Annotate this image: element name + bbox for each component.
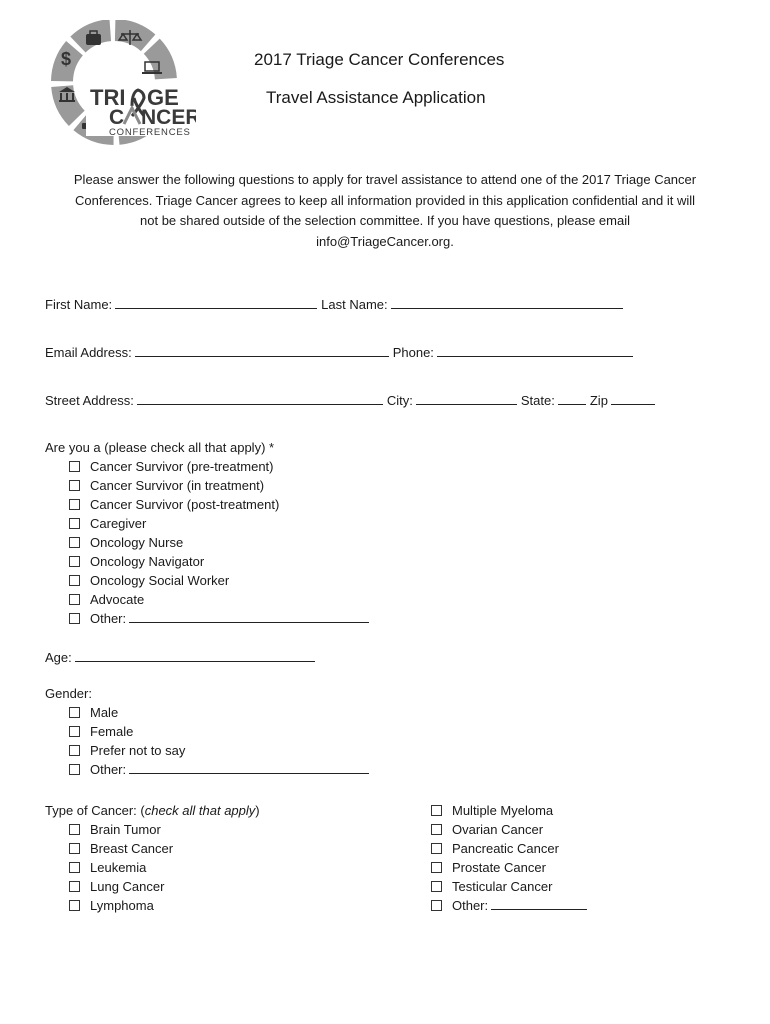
gender-option[interactable] — [45, 703, 373, 722]
option-label: Other: — [452, 898, 489, 913]
cancer-option[interactable] — [45, 896, 260, 915]
phone-field[interactable] — [437, 343, 633, 357]
role-option[interactable] — [45, 476, 373, 495]
logo — [46, 20, 196, 145]
gender-other-field[interactable] — [129, 760, 369, 774]
cancer-option[interactable] — [431, 801, 591, 820]
role-option[interactable] — [45, 514, 373, 533]
checkbox[interactable] — [69, 862, 80, 873]
name-row — [45, 295, 627, 314]
question-suffix: ) — [255, 803, 260, 818]
option-label: Lymphoma — [90, 898, 154, 913]
cancer-option[interactable] — [431, 858, 591, 877]
role-option-other[interactable] — [45, 609, 373, 628]
last-name-label: Last Name: — [321, 297, 388, 312]
role-other-field[interactable] — [129, 609, 369, 623]
page-title: 2017 Triage Cancer Conferences — [254, 50, 505, 69]
logo-word-conferences: CONFERENCES — [109, 127, 191, 138]
option-label: Brain Tumor — [90, 822, 161, 837]
cancer-option[interactable] — [45, 820, 260, 839]
checkbox[interactable] — [69, 764, 80, 775]
intro-line: Please answer the following questions to apply for travel assistance to attend one of the 2017 Triage Cancer — [73, 172, 697, 187]
address-row — [45, 391, 659, 410]
checkbox[interactable] — [69, 824, 80, 835]
dollar-icon: $ — [61, 49, 72, 69]
option-label: Oncology Nurse — [90, 535, 184, 550]
gender-option[interactable] — [45, 722, 373, 741]
intro-line: info@TriageCancer.org. — [316, 233, 454, 249]
role-option[interactable] — [45, 495, 373, 514]
state-field[interactable] — [558, 391, 586, 405]
cancer-option[interactable] — [45, 839, 260, 858]
logo-word-tri: TRI — [90, 85, 126, 110]
question-italic: check all that apply — [144, 803, 256, 818]
street-field[interactable] — [137, 391, 383, 405]
logo-word-ge: GE — [147, 85, 179, 110]
option-label: Oncology Navigator — [90, 554, 205, 569]
intro-paragraph — [50, 170, 720, 252]
cancer-type-group-right — [431, 801, 591, 915]
role-option[interactable] — [45, 457, 373, 476]
option-label: Multiple Myeloma — [452, 803, 554, 818]
checkbox[interactable] — [69, 843, 80, 854]
checkbox[interactable] — [69, 726, 80, 737]
cancer-option[interactable] — [431, 820, 591, 839]
option-label: Female — [90, 724, 134, 739]
option-label: Ovarian Cancer — [452, 822, 544, 837]
age-field[interactable] — [75, 648, 315, 662]
cancer-option[interactable] — [431, 877, 591, 896]
option-label: Prefer not to say — [90, 743, 186, 758]
option-label: Caregiver — [90, 516, 147, 531]
cancer-option[interactable] — [431, 839, 591, 858]
logo-graphic — [46, 20, 196, 145]
cancer-type-question — [45, 801, 260, 820]
gender-option-other[interactable] — [45, 760, 373, 779]
checkbox[interactable] — [69, 707, 80, 718]
role-option[interactable] — [45, 552, 373, 571]
checkbox[interactable] — [431, 843, 442, 854]
option-label: Other: — [90, 762, 127, 777]
intro-line: not be shared outside of the selection committee. If you have questions, please email — [140, 213, 630, 228]
option-label: Testicular Cancer — [452, 879, 553, 894]
role-question: Are you a (please check all that apply) * — [45, 440, 275, 455]
cancer-type-group — [45, 801, 260, 915]
checkbox[interactable] — [69, 575, 80, 586]
gender-question: Gender: — [45, 686, 92, 701]
option-label: Breast Cancer — [90, 841, 174, 856]
checkbox[interactable] — [431, 881, 442, 892]
option-label: Cancer Survivor (in treatment) — [90, 478, 265, 493]
zip-field[interactable] — [611, 391, 655, 405]
age-row — [45, 648, 319, 667]
option-label: Lung Cancer — [90, 879, 165, 894]
option-label: Male — [90, 705, 119, 720]
role-group — [45, 438, 373, 628]
option-label: Leukemia — [90, 860, 147, 875]
role-option[interactable] — [45, 590, 373, 609]
intro-line: Conferences. Triage Cancer agrees to keep all information provided in this application confidential and it will — [74, 192, 695, 208]
checkbox[interactable] — [69, 556, 80, 567]
phone-label: Phone: — [392, 345, 434, 360]
checkbox[interactable] — [431, 862, 442, 873]
first-name-field[interactable] — [115, 295, 317, 309]
state-label: State: — [520, 393, 555, 408]
cancer-option-other[interactable] — [431, 896, 591, 915]
gender-group — [45, 684, 373, 779]
checkbox[interactable] — [69, 881, 80, 892]
option-label: Cancer Survivor (pre-treatment) — [90, 459, 274, 474]
checkbox[interactable] — [69, 537, 80, 548]
checkbox[interactable] — [69, 613, 80, 624]
cancer-other-field[interactable] — [491, 896, 587, 910]
page-subtitle: Travel Assistance Application — [266, 88, 486, 107]
checkbox[interactable] — [69, 900, 80, 911]
city-label: City: — [386, 393, 413, 408]
age-label: Age: — [45, 650, 72, 665]
city-field[interactable] — [416, 391, 517, 405]
checkbox[interactable] — [69, 745, 80, 756]
gender-option[interactable] — [45, 741, 373, 760]
checkbox[interactable] — [69, 518, 80, 529]
first-name-label: First Name: — [45, 297, 113, 312]
option-label: Prostate Cancer — [452, 860, 546, 875]
email-label: Email Address: — [45, 345, 132, 360]
logo-word-c: C — [109, 106, 125, 129]
logo-word-ncer: NCER — [141, 106, 196, 129]
role-option[interactable] — [45, 571, 373, 590]
zip-label: Zip — [589, 393, 608, 408]
email-field[interactable] — [135, 343, 389, 357]
cancer-option[interactable] — [45, 858, 260, 877]
option-label: Other: — [90, 611, 127, 626]
street-label: Street Address: — [45, 393, 134, 408]
option-label: Oncology Social Worker — [90, 573, 230, 588]
checkbox[interactable] — [69, 594, 80, 605]
option-label: Cancer Survivor (post-treatment) — [90, 497, 280, 512]
checkbox[interactable] — [431, 900, 442, 911]
checkbox[interactable] — [431, 824, 442, 835]
option-label: Advocate — [90, 592, 145, 607]
question-prefix: Type of Cancer: ( — [45, 803, 145, 818]
checkbox[interactable] — [69, 480, 80, 491]
role-option[interactable] — [45, 533, 373, 552]
cancer-option[interactable] — [45, 877, 260, 896]
email-row — [45, 343, 637, 362]
option-label: Pancreatic Cancer — [452, 841, 559, 856]
checkbox[interactable] — [69, 461, 80, 472]
checkbox[interactable] — [69, 499, 80, 510]
checkbox[interactable] — [431, 805, 442, 816]
last-name-field[interactable] — [391, 295, 623, 309]
